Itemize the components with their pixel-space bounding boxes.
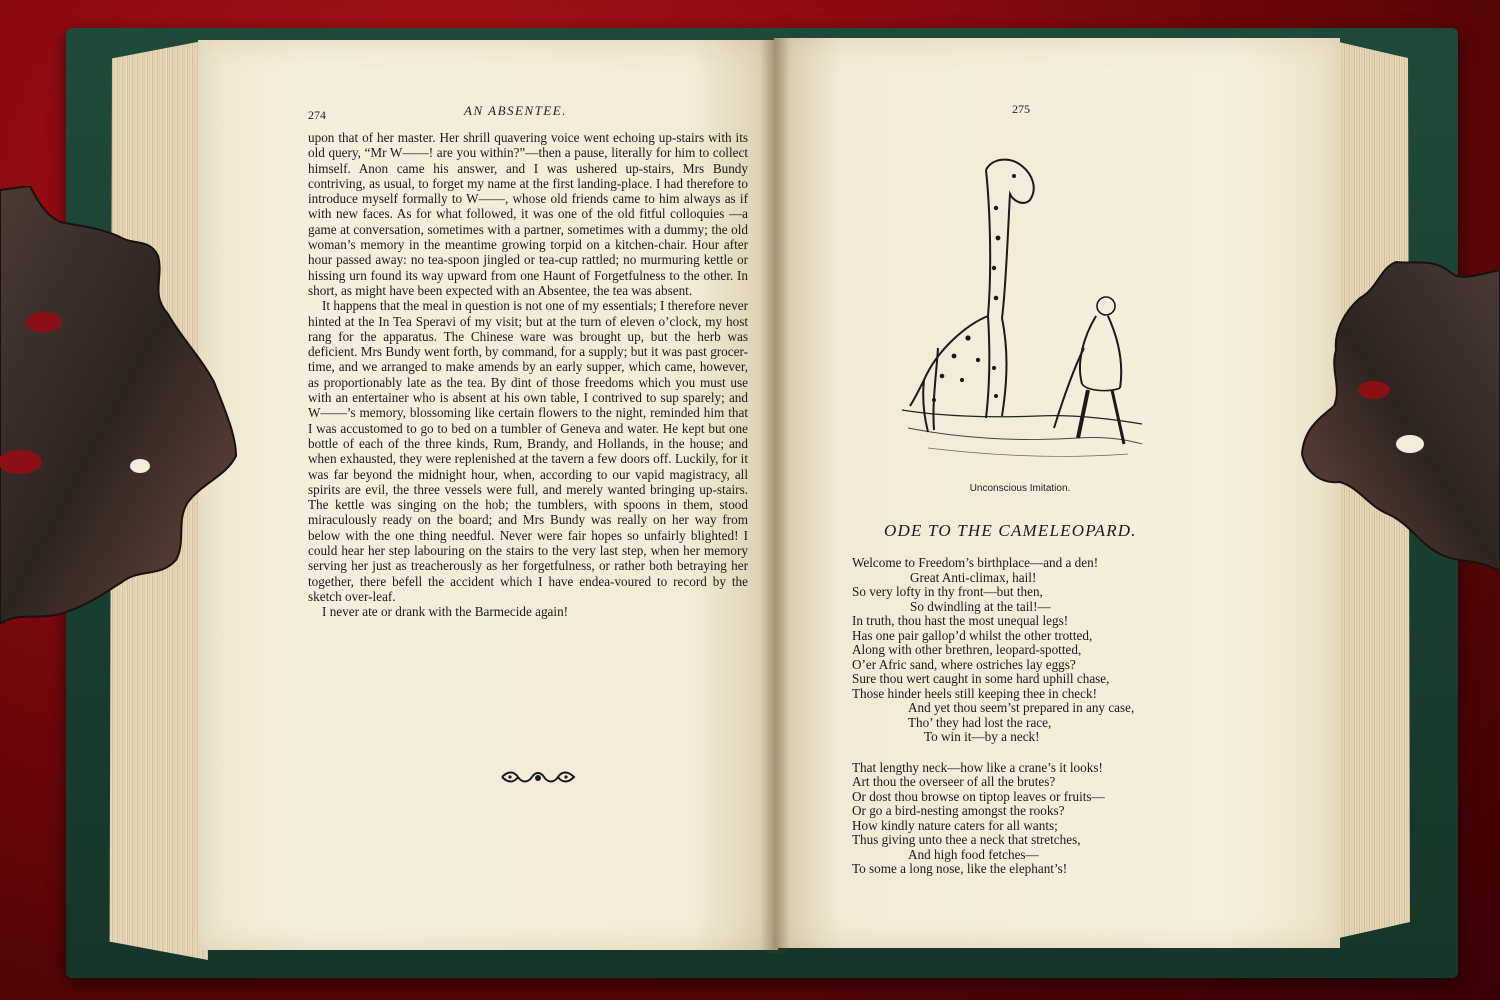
- paragraph-1: upon that of her master. Her shrill quavering voice went echoing up-stairs with its old query, “Mr W——! are you within?”—then a pause, literally for him to collect himself. Anon came his answer, and I was ushered up-stairs, Mrs Bundy contriving, as usual, to forget my name at the first landing-place. I had therefore to introduce myself formally to W——, whose old friends came to him always as if with new faces. As for what followed, it was one of the old fitful colloquies —a game at conversation, sometimes with a partner, sometimes with a dummy; the old woman’s memory in the meantime growing torpid on a kitchen-chair. Hour after hour passed away: no tea-spoon jingled or tea-cup rattled; no murmuring kettle or hissing urn found its way upward from one Haunt of Forgetfulness to the other. In short, as might have been expected with an Absentee, the tea was absent.: [308, 130, 748, 298]
- paragraph-3: I never ate or drank with the Barmecide again!: [322, 604, 569, 620]
- poem-line: That lengthy neck—how like a crane’s it looks!: [852, 759, 1103, 775]
- illustration-caption: Unconscious Imitation.: [969, 483, 1071, 494]
- poem-line: To some a long nose, like the elephant’s!: [852, 861, 1068, 876]
- poem-line: So dwindling at the tail!—: [910, 598, 1051, 614]
- left-page-clip: [0, 186, 240, 626]
- poem-line: Or go a bird-nesting amongst the rooks?: [852, 803, 1065, 818]
- poem-line: How kindly nature caters for all wants;: [852, 817, 1058, 833]
- running-head: AN ABSENTEE.: [464, 103, 567, 118]
- poem-line: And high food fetches—: [908, 846, 1039, 862]
- poem-line: Tho’ they had lost the race,: [908, 714, 1052, 730]
- book-gutter: [760, 38, 790, 953]
- poem-line: Welcome to Freedom’s birthplace—and a den!: [852, 555, 1099, 570]
- poem-line: O’er Afric sand, where ostriches lay eggs?: [852, 656, 1076, 672]
- right-page-clip: [1300, 258, 1500, 578]
- poem-line: Along with other brethren, leopard-spotted,: [852, 642, 1082, 657]
- poem-title: ODE TO THE CAMELEOPARD.: [884, 521, 1137, 540]
- giraffe-illustration: [898, 148, 1146, 478]
- poem-line: So very lofty in thy front—but then,: [852, 584, 1043, 599]
- poem-line: Those hinder heels still keeping thee in check!: [852, 685, 1097, 701]
- poem-line: Has one pair gallop’d whilst the other trotted,: [852, 627, 1093, 643]
- left-page-number: 274: [308, 108, 326, 122]
- paragraph-2: It happens that the meal in question is not one of my essentials; I therefore never hinted at the In Tea Speravi of my visit; but at the turn of eleven o’clock, my host rang for the apparatus. The Chinese ware was brought up, but the herb was deficient. Mrs Bundy went forth, by command, for a supply; but it was past grocer-time, and we arranged to make amends by an early supper, which came, however, as proportionably late as the tea. By dint of those freedoms which you must use with an entertainer who is absent at his own table, I contrived to sup sparely; and W——’s memory, blossoming like certain flowers to the night, reminded him that I was accustomed to go to bed on a tumbler of Geneva and water. He kept but one bottle of each of the three kinds, Rum, Brandy, and Hollands, in the house; and when exhausted, they were replenished at the tavern a few doors off. Luckily, for it was far beyond the midnight hour, when, according to our vapid magistracy, all spirits are evil, the three vessels were full, and merely wanted bringing up-stairs. The kettle was singing on the hob; the tumblers, with spoons in them, stood miraculously ready on the board; and Mrs Bundy was really on her way from below with the one thing needful. Never were fair hopes so unfairly blighted! I could hear her step labouring on the stairs to the very last step, when her memory serving her just as treacherously as her forgetfulness, or rather both betraying her together, there befell the accident which I have endea-voured to record by the sketch over-leaf.: [308, 298, 748, 604]
- right-page-number: 275: [1012, 102, 1030, 116]
- poem-line: And yet thou seem’st prepared in any case,: [908, 700, 1135, 715]
- tailpiece-ornament: [500, 769, 576, 785]
- poem-line: Great Anti-climax, hail!: [910, 569, 1037, 585]
- poem-line: In truth, thou hast the most unequal legs!: [852, 613, 1069, 628]
- poem-line: Art thou the overseer of all the brutes?: [852, 774, 1056, 789]
- poem-line: Thus giving unto thee a neck that stretches,: [852, 832, 1081, 847]
- poem-line: To win it—by a neck!: [924, 729, 1040, 744]
- poem-line: Or dost thou browse on tiptop leaves or fruits—: [852, 788, 1105, 804]
- poem-line: Sure thou wert caught in some hard uphill chase,: [852, 671, 1110, 686]
- body-text: [308, 130, 748, 620]
- poem-body: [852, 556, 1212, 877]
